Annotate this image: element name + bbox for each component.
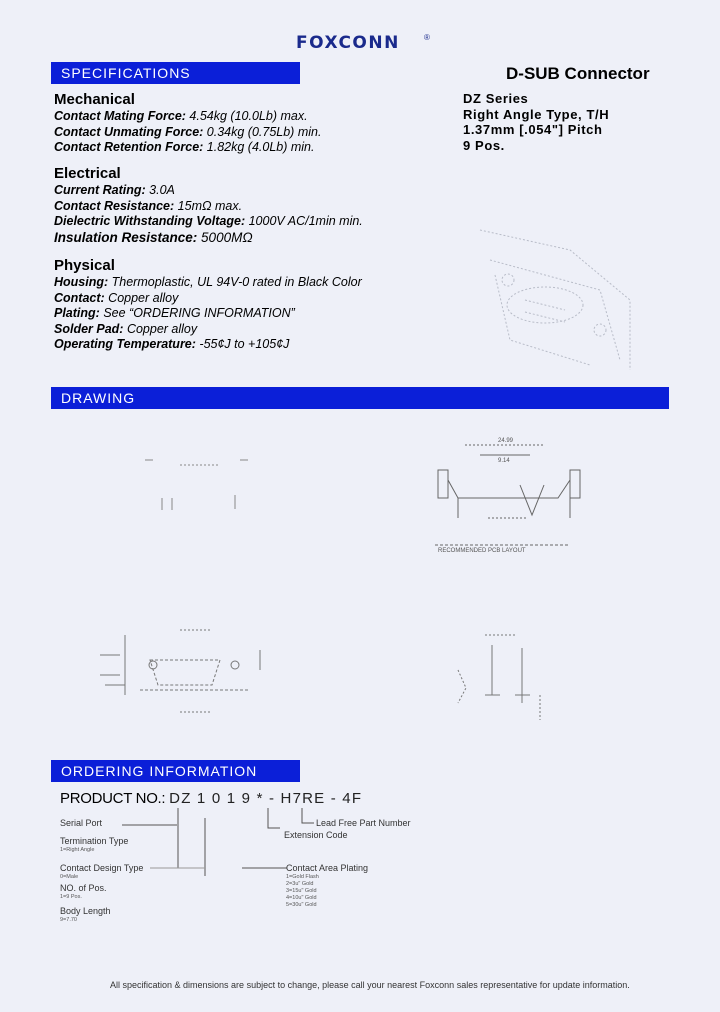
physical-heading: Physical [54, 257, 115, 274]
spec-row: Contact: Copper alloy [54, 290, 179, 305]
spec-row: Housing: Thermoplastic, UL 94V-0 rated in Black Color [54, 275, 362, 289]
pcb-layout-caption: RECOMMENDED PCB LAYOUT [438, 548, 526, 554]
footer-disclaimer: All specification & dimensions are subject to change, please call your nearest Foxconn sales representative for update information. [110, 980, 630, 990]
contact-design-sub: 0=Male [60, 874, 79, 880]
label-no-of-pos: NO. of Pos. [60, 883, 107, 893]
spec-row: Solder Pad: Copper alloy [54, 321, 198, 336]
plating-option: 1=Gold Flash [286, 874, 319, 880]
spec-row: Operating Temperature: -55¢J to +105¢J [54, 337, 290, 351]
foxconn-logo: FOXCONN [296, 33, 400, 53]
electrical-heading: Electrical [54, 165, 121, 182]
product-title: D-SUB Connector [506, 64, 650, 83]
label-serial-port: Serial Port [60, 818, 103, 828]
label-contact-design: Contact Design Type [60, 863, 144, 873]
product-number-label: PRODUCT NO.: [60, 790, 166, 807]
label-contact-plating: Contact Area Plating [286, 863, 369, 873]
mechanical-heading: Mechanical [54, 91, 135, 108]
plating-option: 3=15u" Gold [286, 888, 317, 894]
product-number-code: DZ 1 0 1 9 * - H7RE - 4F [169, 790, 363, 807]
registered-mark: ® [424, 33, 430, 42]
label-termination-type: Termination Type [60, 836, 129, 846]
spec-row: Contact Unmating Force: 0.34kg (0.75Lb) min. [54, 124, 322, 139]
label-lead-free: Lead Free Part Number [316, 818, 411, 828]
dimension-top: 24.99 [498, 438, 514, 444]
plating-option: 5=30u" Gold [286, 902, 317, 908]
drawing-title: DRAWING [61, 390, 136, 406]
spec-row: Plating: See “ORDERING INFORMATION” [54, 306, 295, 320]
series-line: DZ Series [463, 91, 529, 106]
dimension-side: 9.14 [498, 458, 510, 464]
label-body-length: Body Length [60, 906, 111, 916]
plating-option: 4=10u" Gold [286, 895, 317, 901]
series-line: Right Angle Type, T/H [463, 106, 610, 122]
spec-row: Current Rating: 3.0A [54, 183, 175, 197]
specifications-title: SPECIFICATIONS [61, 65, 191, 81]
series-line: 1.37mm [.054"] Pitch [463, 122, 603, 137]
spec-row: Insulation Resistance: 5000MΩ [54, 229, 253, 245]
series-line: 9 Pos. [463, 137, 505, 153]
spec-row: Contact Mating Force: 4.54kg (10.0Lb) max. [54, 109, 308, 123]
spec-row: Contact Retention Force: 1.82kg (4.0Lb) min. [54, 140, 315, 154]
termination-sub: 1=Right Angle [60, 847, 95, 853]
plating-option: 2=3u" Gold [286, 881, 314, 887]
ordering-title: ORDERING INFORMATION [61, 763, 258, 779]
spec-row: Dielectric Withstanding Voltage: 1000V AC/1min min. [54, 214, 363, 228]
spec-row: Contact Resistance: 15mΩ max. [54, 198, 243, 213]
label-extension-code: Extension Code [284, 830, 348, 840]
plating-options [286, 874, 319, 909]
body-length-sub: 9=7.70 [60, 917, 77, 923]
no-of-pos-sub: 1=9 Pos. [60, 894, 82, 900]
